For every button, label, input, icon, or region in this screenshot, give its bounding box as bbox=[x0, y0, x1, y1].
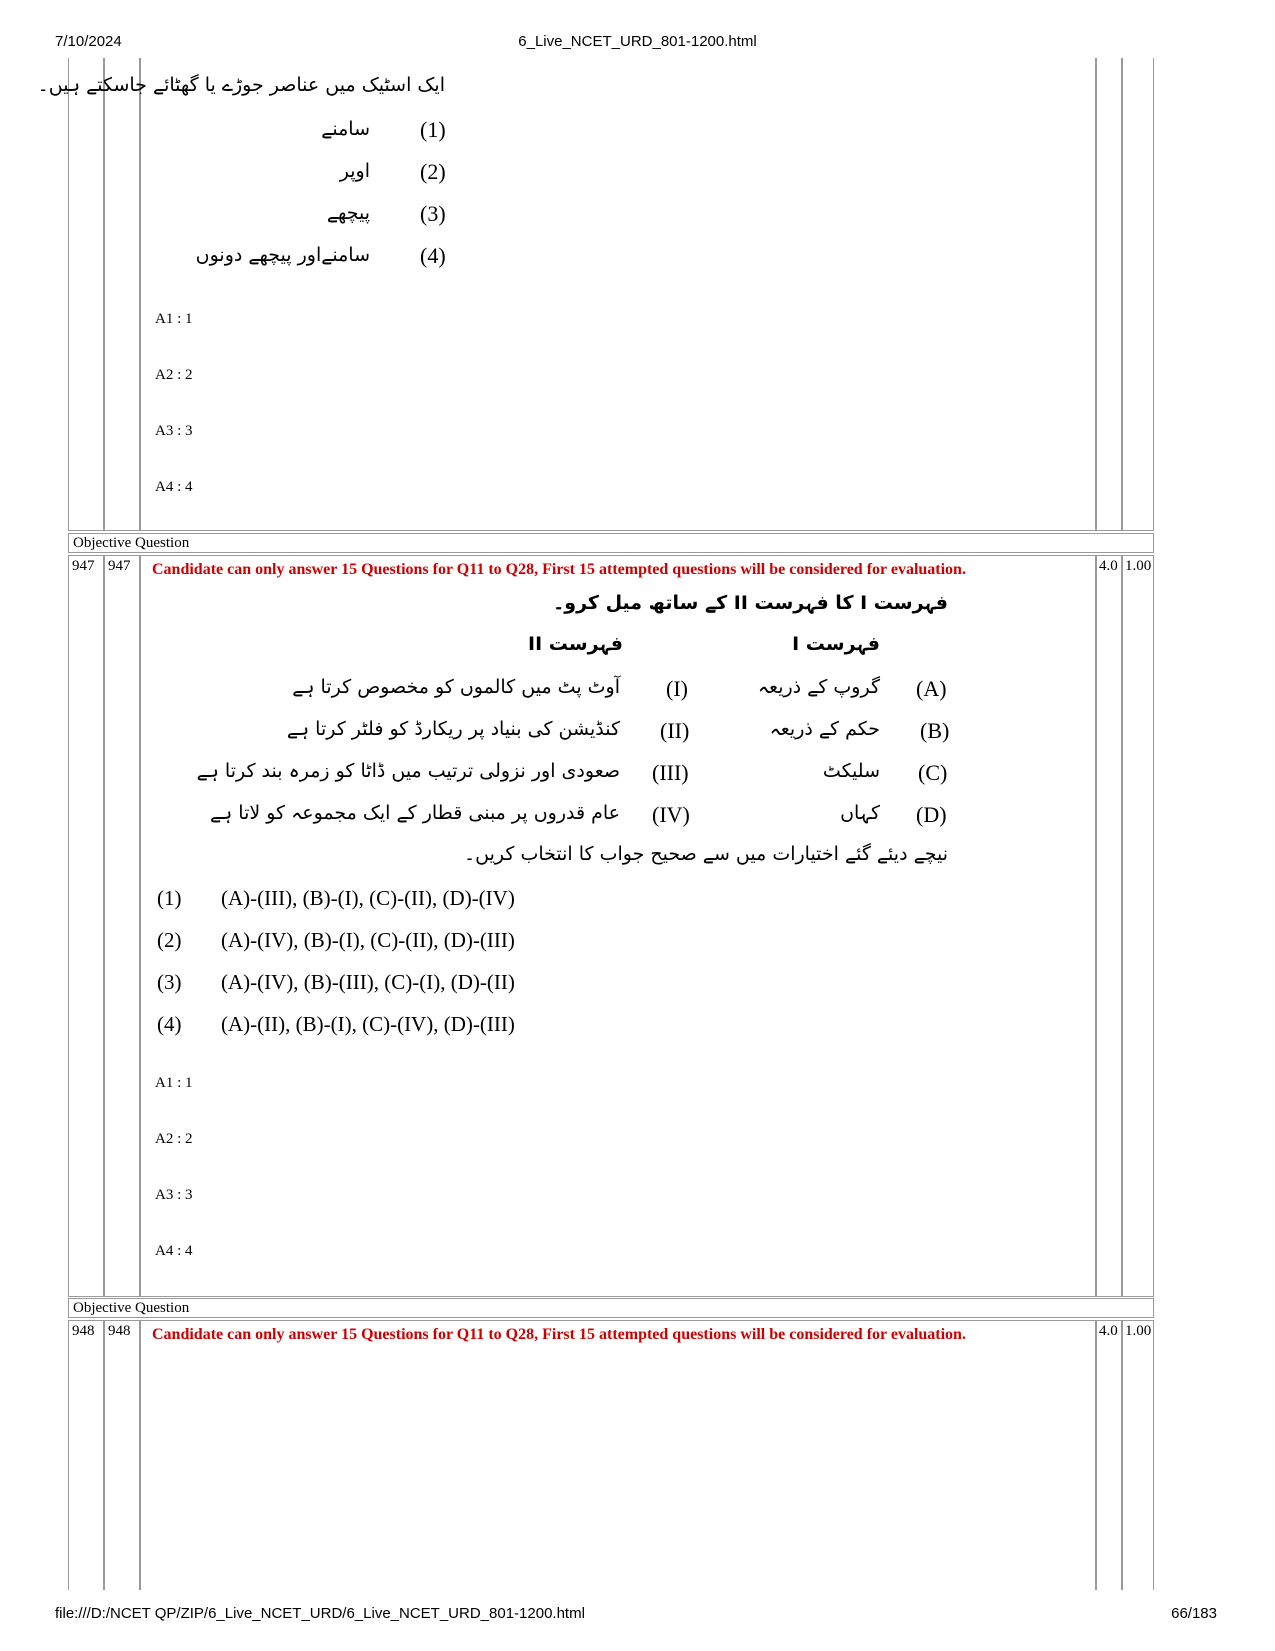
list2-item-text: صعودی اور نزولی ترتیب میں ڈاٹا کو زمرہ بند کرتا ہے bbox=[196, 760, 620, 782]
print-date: 7/10/2024 bbox=[55, 33, 122, 50]
option-text: (A)-(III), (B)-(I), (C)-(II), (D)-(IV) bbox=[221, 886, 515, 910]
answer-option: A3 : 3 bbox=[155, 1187, 193, 1203]
q947-warning: Candidate can only answer 15 Questions for Q11 to Q28, First 15 attempted questions will be considered for evaluation. bbox=[152, 561, 966, 578]
q948-id: 948 bbox=[108, 1323, 131, 1339]
answer-option: A1 : 1 bbox=[155, 311, 193, 327]
prev-option-number: (4) bbox=[420, 243, 446, 268]
list2-item-text: عام قدروں پر مبنی قطار کے ایک مجموعہ کو لاتا ہے bbox=[209, 802, 620, 824]
prev-option-text: سامنےاور پیچھے دونوں bbox=[195, 244, 370, 266]
print-page-number: 66/183 bbox=[1171, 1605, 1217, 1622]
prev-qid-cell bbox=[104, 58, 140, 531]
q948-sr-cell bbox=[68, 1320, 104, 1590]
prev-option-number: (2) bbox=[420, 159, 446, 184]
answer-option: A4 : 4 bbox=[155, 1243, 193, 1259]
list1-item-text: کہاں bbox=[840, 802, 880, 824]
q948-marks-cell bbox=[1096, 1320, 1122, 1590]
q948-qid-cell bbox=[104, 1320, 140, 1590]
option-number: (1) bbox=[157, 886, 182, 910]
prev-option-text: اوپر bbox=[339, 160, 370, 182]
print-file-path: file:///D:/NCET QP/ZIP/6_Live_NCET_URD/6_Live_NCET_URD_801-1200.html bbox=[55, 1605, 585, 1622]
list2-item-number: (II) bbox=[660, 718, 690, 743]
answer-option: A3 : 3 bbox=[155, 423, 193, 439]
list1-item-number: (B) bbox=[920, 718, 950, 743]
option-text: (A)-(IV), (B)-(I), (C)-(II), (D)-(III) bbox=[221, 928, 515, 952]
answer-option: A1 : 1 bbox=[155, 1075, 193, 1091]
question-type-label: Objective Question bbox=[73, 535, 190, 551]
answer-option: A4 : 4 bbox=[155, 479, 193, 495]
list1-item-text: سلیکٹ bbox=[822, 760, 880, 782]
prev-option-number: (1) bbox=[420, 117, 446, 142]
question-type-label: Objective Question bbox=[73, 1300, 190, 1316]
q947-serial: 947 bbox=[72, 558, 95, 574]
q947-marks-cell bbox=[1096, 555, 1122, 1297]
list2-item-text: آوٹ پٹ میں کالموں کو مخصوص کرتا ہے bbox=[292, 676, 620, 698]
option-text: (A)-(IV), (B)-(III), (C)-(I), (D)-(II) bbox=[221, 970, 515, 994]
prev-option-text: پیچھے bbox=[326, 202, 370, 224]
q947-negative-marks: 1.00 bbox=[1125, 558, 1152, 574]
q947-sr-cell bbox=[68, 555, 104, 1297]
q947-content-cell bbox=[140, 555, 1096, 1297]
q947-id: 947 bbox=[108, 558, 131, 574]
q948-marks: 4.0 bbox=[1099, 1323, 1118, 1339]
prev-question-stem: ایک اسٹیک میں عناصر جوڑے یا گھٹائے جاسکتے ہیں۔ bbox=[37, 74, 445, 96]
option-text: (A)-(II), (B)-(I), (C)-(IV), (D)-(III) bbox=[221, 1012, 515, 1036]
prev-option-text: سامنے bbox=[321, 118, 370, 140]
list1-item-text: گروپ کے ذریعہ bbox=[757, 676, 880, 698]
list2-item-number: (IV) bbox=[652, 802, 690, 827]
q948-warning: Candidate can only answer 15 Questions for Q11 to Q28, First 15 attempted questions will be considered for evaluation. bbox=[152, 1326, 966, 1343]
q947-instruction: فہرست I کا فہرست II کے ساتھ میل کرو۔ bbox=[553, 592, 948, 614]
list2-item-number: (I) bbox=[666, 676, 688, 701]
list2-item-text: کنڈیشن کی بنیاد پر ریکارڈ کو فلٹر کرتا ہے bbox=[286, 718, 620, 740]
q947-marks: 4.0 bbox=[1099, 558, 1118, 574]
list1-item-number: (D) bbox=[916, 802, 947, 827]
prev-content-cell bbox=[140, 58, 1096, 531]
q948-serial: 948 bbox=[72, 1323, 95, 1339]
q947-qid-cell bbox=[104, 555, 140, 1297]
list1-item-text: حکم کے ذریعہ bbox=[769, 718, 880, 740]
print-title: 6_Live_NCET_URD_801-1200.html bbox=[518, 33, 757, 50]
list2-item-number: (III) bbox=[652, 760, 689, 785]
answer-option: A2 : 2 bbox=[155, 1131, 193, 1147]
prev-marks-cell bbox=[1096, 58, 1122, 531]
q947-list1-header: فہرست I bbox=[792, 633, 880, 655]
prev-neg-cell bbox=[1122, 58, 1154, 531]
list1-item-number: (C) bbox=[918, 760, 948, 785]
q948-neg-cell bbox=[1122, 1320, 1154, 1590]
option-number: (4) bbox=[157, 1012, 182, 1036]
q947-neg-cell bbox=[1122, 555, 1154, 1297]
list1-item-number: (A) bbox=[916, 676, 947, 701]
answer-option: A2 : 2 bbox=[155, 367, 193, 383]
option-number: (2) bbox=[157, 928, 182, 952]
q948-negative-marks: 1.00 bbox=[1125, 1323, 1152, 1339]
prev-sr-cell bbox=[68, 58, 104, 531]
question-type-row bbox=[68, 1298, 1154, 1318]
prev-option-number: (3) bbox=[420, 201, 446, 226]
q948-content-cell bbox=[140, 1320, 1096, 1590]
q947-list2-header: فہرست II bbox=[528, 633, 623, 655]
option-number: (3) bbox=[157, 970, 182, 994]
question-type-row bbox=[68, 533, 1154, 553]
q947-choose-instruction: نیچے دیئے گئے اختیارات میں سے صحیح جواب کا انتخاب کریں۔ bbox=[464, 843, 948, 865]
